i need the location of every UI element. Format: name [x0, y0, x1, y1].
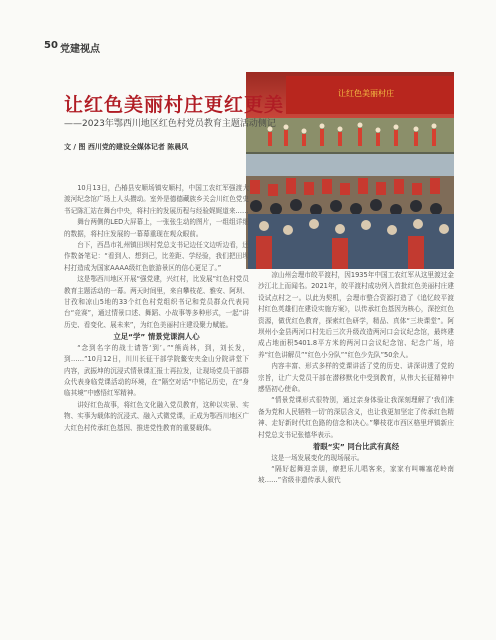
photo-banner-text: 让红色美丽村庄 [338, 89, 394, 98]
paragraph: 凉山州会理市皎平渡村，因1935年中国工农红军从这里渡过金沙江北上而闻名。2021年，皎平渡村成功列入首批红色美丽村庄建设试点村之一。以此为契机，会理市整合资源打造了《追忆皎平渡村红色英雄们在建设实施方案》，以传承红色基因为核心，深挖红色资源，做优红色教育，探索红色研学，精品、真体“三块课堂”。阿坝州小金县两河口村先后三次升级改造两河口会议纪念馆，最终建成占地面积5401.8平方米的两河口会议纪念馆、纪念广场，培养“红色讲解员”“红色小分队”“红色少先队”50余人。 [258, 271, 454, 359]
section-label: 党建视点 [60, 44, 100, 55]
paragraph: “情景党课形式很特别，通过亲身体验让我深刻理解了‘我们准备为党和人民牺牲一切’的深层含义，也让我更加坚定了传承红色精神、走好新时代红色路的信念和决心。”攀枝花市西区格里坪镇新庄村党总支书记张德华表示。 [258, 396, 454, 439]
paragraph: 10月13日，凸椿县安顺场镇安顺村，中国工农红军强渡大渡河纪念馆广场上人头攒动。室外是德德藏族乡关会川红色党史书记陈汇站在舞台中央，将村庄的发展历程与经验娓娓道来…… [64, 184, 249, 215]
paragraph: “念到名字的战士请答‘到’。”“熊尚林，到，刘长发，到……”10月12日，川川长征干部学院鳌安夹金山分院讲堂下内容，武振坤的沉浸式情景课汇报士再拉发，让现场党员干部群众代表身临党课活动的环境，在“隔空对话”中铭记历史，在“身临其境”中感悟红军精神。 [64, 343, 249, 398]
article-byline: 文 / 图 西川党的建设全媒体记者 陈晨风 [64, 143, 189, 151]
paragraph: 内容丰富、形式多样的党课讲活了党的历史、讲深讲透了党的宗旨，让广大党员干部在潜移默化中受到教育，从伟大长征精神中感悟初心使命。 [258, 362, 454, 394]
section-heading: 着眼“实” 同台比武有真经 [312, 442, 400, 452]
right-column [258, 270, 454, 487]
article-title: 让红色美丽村庄更红更美 [64, 94, 285, 116]
page-number: 50 [44, 40, 58, 51]
paragraph: “隔好起舞迎亲朋，燎把乐儿唱客来，家家有叫嘛塞花岭南坡……”省级非遗传承人叙代 [258, 464, 454, 485]
article-subtitle: ——2023年鄂西川地区红色村党员教育主题活动侧记 [64, 119, 276, 129]
paragraph: 舞台两侧的LED大屏幕上，一张张生动的图片，一组组详细的数据，将村庄发展的一幕幕重现在观众眼前。 [64, 218, 249, 238]
paragraph: 台下，西昌市礼州镇田坝村党总支书记边任文边听边看，还作数备笔记：“看到人、想到己，比差距、学经验，我们把田坝村打造成为国家AAAA级红色旅游景区的信心更足了。” [64, 241, 249, 272]
paragraph: 讲好红色故事，将红色文化融入党员教育，这种以实景、实物、实事为载体的沉浸式、融入式微党课，正成为鄂西川地区广大红色村传承红色基因、推进党性教育的重要载体。 [64, 400, 249, 432]
paragraph: 这是鄂西川地区开展“强党建，兴红村，比发展”红色村党员教育主题活动的一幕。两天时间里，来自攀枝花、雅安、阿坝、甘孜和凉山5地的33个红色村党组织书记和党员群众代表同台“竞赛”，通过情景口述、舞蹈、小故事等多种形式，一起“讲历史、看变化、展未来”，为红色美丽村庄建设聚力赋能。 [64, 275, 249, 329]
paragraph: 这是一场发展变化的现场展示。 [271, 453, 364, 462]
left-column [64, 183, 249, 434]
section-heading: 立足“学” 情景党课润人心 [113, 332, 200, 342]
